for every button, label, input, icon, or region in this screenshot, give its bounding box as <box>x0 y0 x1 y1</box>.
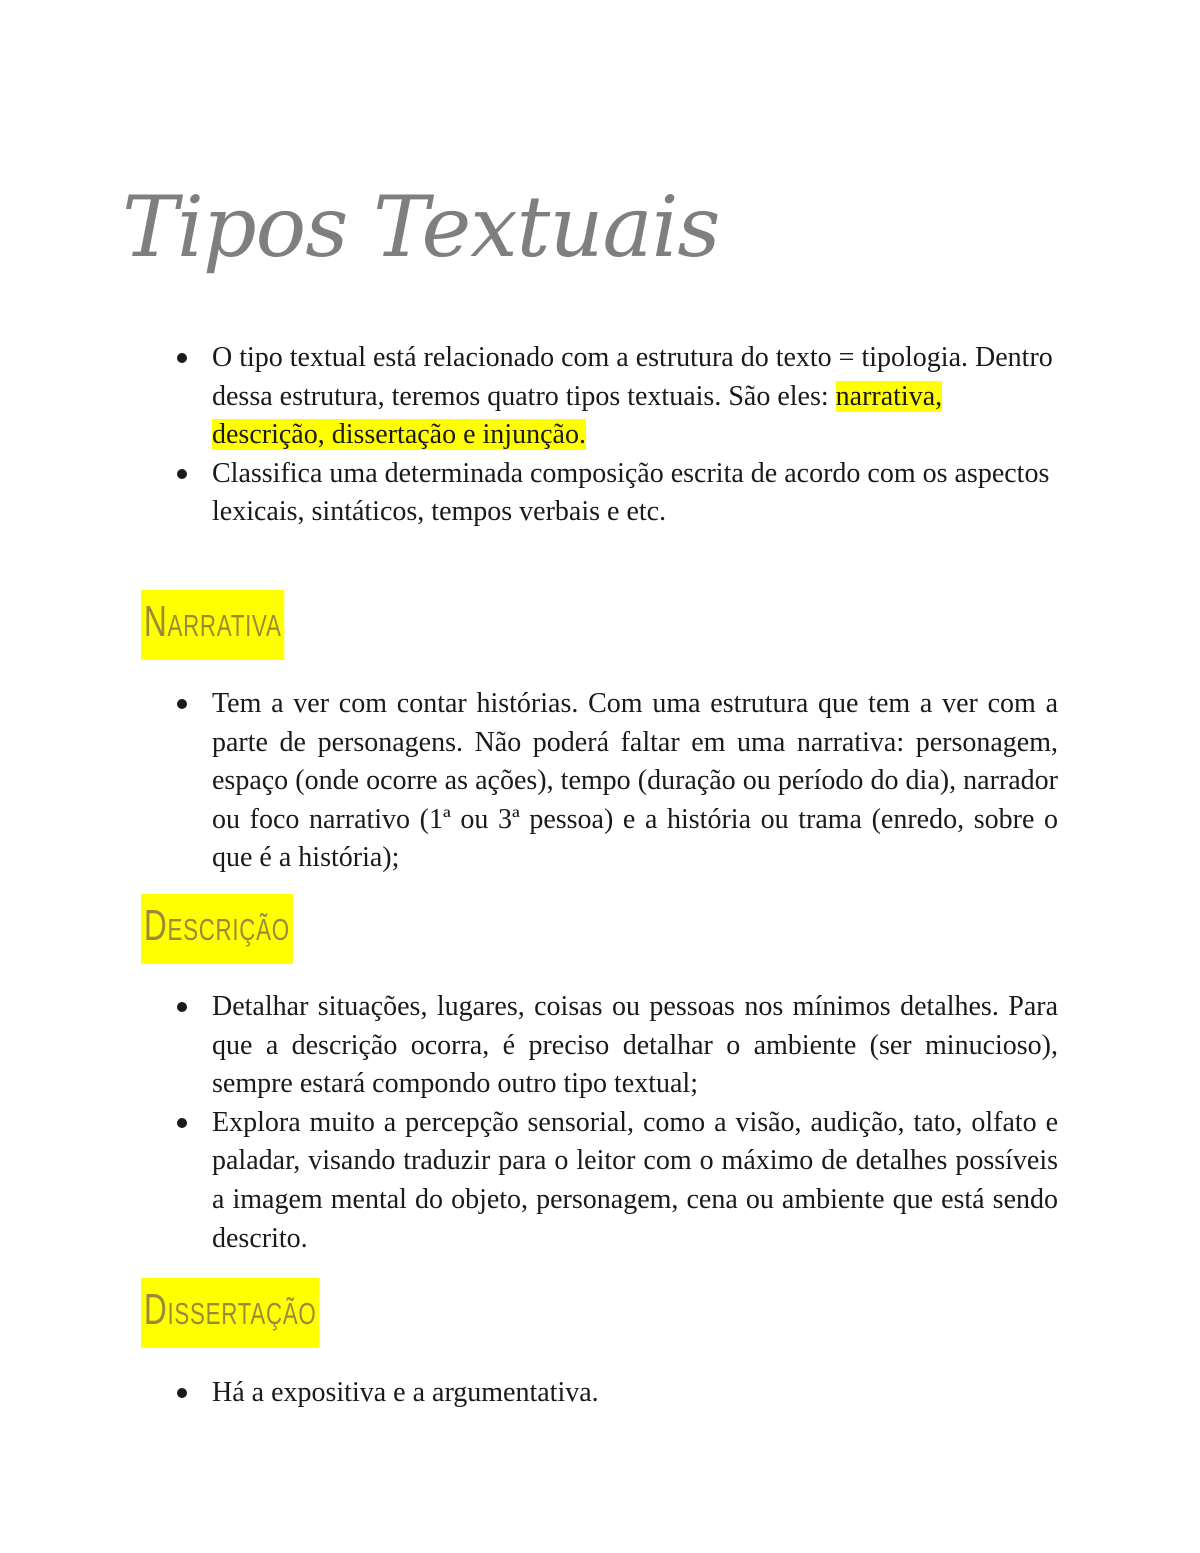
list-item <box>0 685 1058 878</box>
intro-list <box>0 339 1200 532</box>
highlighted-text: narrativa, descrição, dissertação e injunção. <box>212 380 943 451</box>
bullet-icon <box>177 469 187 479</box>
section-heading-dissertacao: Dissertação <box>141 1278 319 1348</box>
narrativa-list <box>0 685 1200 878</box>
dissertacao-list <box>0 1374 1200 1413</box>
list-item-text: Tem a ver com contar histórias. Com uma estrutura que tem a ver com a parte de personagens. Não poderá faltar em uma narrativa: personagem, espaço (onde ocorre as ações), tempo (duração ou período do dia), narrador ou foco narrativo (1ª ou 3ª pessoa) e a história ou trama (enredo, sobre o que é a história); <box>212 688 1058 874</box>
bullet-icon <box>177 1002 187 1012</box>
list-item <box>0 988 1058 1104</box>
section-heading-descricao: Descrição <box>141 894 293 964</box>
list-item-text: Explora muito a percepção sensorial, como a visão, audição, tato, olfato e paladar, visando traduzir para o leitor com o máximo de detalhes possíveis a imagem mental do objeto, personagem, cena ou ambiente que está sendo descrito. <box>212 1106 1058 1254</box>
page-title: Tipos Textuais <box>122 178 720 276</box>
descricao-list <box>0 988 1200 1258</box>
list-item <box>0 1374 1058 1413</box>
bullet-icon <box>177 353 187 363</box>
bullet-icon <box>177 699 187 709</box>
list-item <box>0 1104 1058 1258</box>
bullet-icon <box>177 1388 187 1398</box>
bullet-icon <box>177 1118 187 1128</box>
section-heading-narrativa: Narrativa <box>141 590 284 660</box>
list-item-text: Classifica uma determinada composição escrita de acordo com os aspectos lexicais, sintáticos, tempos verbais e etc. <box>212 457 1050 528</box>
list-item-text: Há a expositiva e a argumentativa. <box>212 1377 599 1408</box>
list-item <box>0 455 1058 532</box>
list-item-text: Detalhar situações, lugares, coisas ou pessoas nos mínimos detalhes. Para que a descrição ocorra, é preciso detalhar o ambiente (ser minucioso), sempre estará compondo outro tipo textual; <box>212 991 1058 1100</box>
list-item <box>0 339 1058 455</box>
list-item-text: O tipo textual está relacionado com a estrutura do texto = tipologia. Dentro dessa estrutura, teremos quatro tipos textuais. São eles: <box>212 342 1053 412</box>
